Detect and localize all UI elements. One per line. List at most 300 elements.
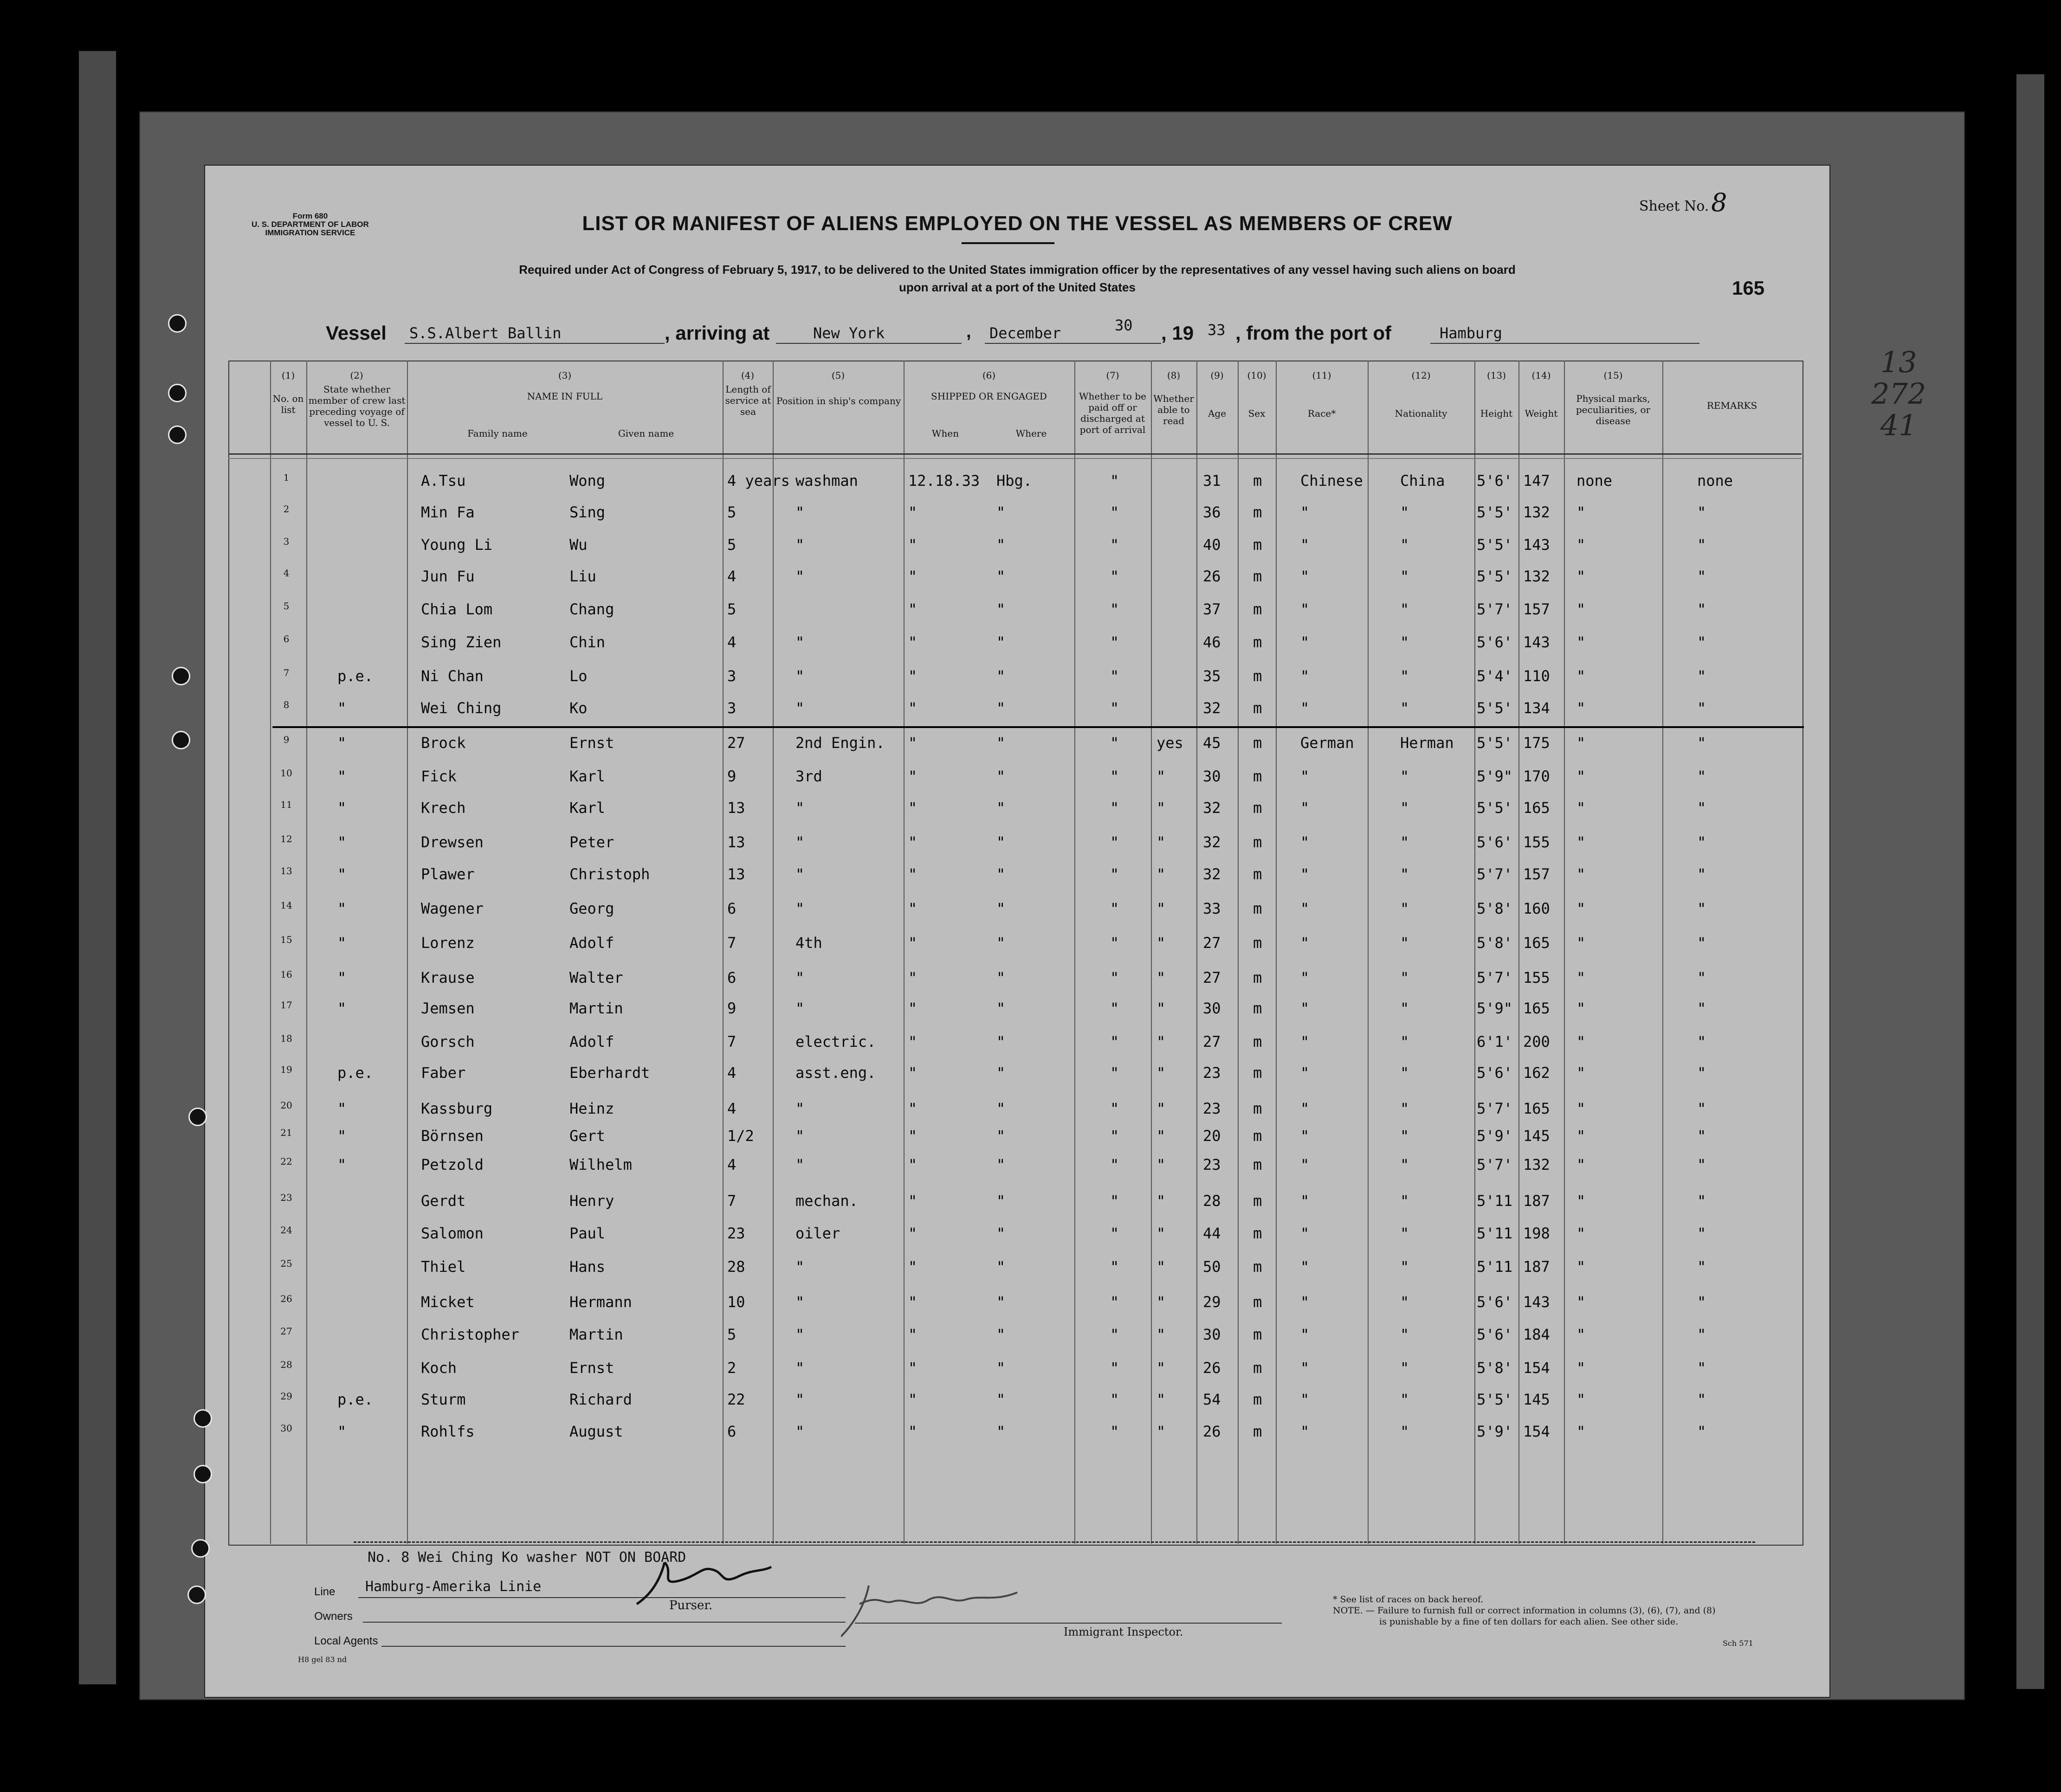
nationality-cell: " <box>1400 1423 1409 1440</box>
given-name-cell: Georg <box>569 900 614 917</box>
sex-cell: m <box>1253 1225 1262 1242</box>
shipped-when-cell: " <box>908 503 917 521</box>
weight-cell: 165 <box>1523 934 1550 952</box>
remarks-cell: " <box>1697 1156 1706 1173</box>
binder-hole <box>172 731 190 749</box>
binder-hole <box>172 667 190 685</box>
header-no-on-list: No. on list <box>272 393 304 415</box>
header-height: Height <box>1480 408 1513 419</box>
table-row <box>205 699 1829 734</box>
vessel-name: S.S.Albert Ballin <box>409 324 562 342</box>
nationality-cell: " <box>1400 1127 1409 1145</box>
remarks-cell: " <box>1697 734 1706 752</box>
family-name-cell: Börnsen <box>421 1127 484 1145</box>
weight-cell: 132 <box>1523 1156 1550 1173</box>
able-to-read-cell: " <box>1156 1100 1166 1117</box>
given-name-cell: Christoph <box>569 865 650 883</box>
row-number: 9 <box>283 734 290 745</box>
paid-off-cell: " <box>1110 1033 1119 1051</box>
row-number: 21 <box>280 1127 292 1138</box>
purser-signature <box>632 1553 781 1609</box>
sex-cell: m <box>1253 536 1262 554</box>
binder-hole <box>187 1586 206 1604</box>
paid-off-cell: " <box>1110 969 1119 986</box>
nationality-cell: " <box>1400 536 1409 554</box>
age-cell: 54 <box>1203 1391 1221 1408</box>
weight-cell: 165 <box>1523 1100 1550 1117</box>
able-to-read-cell: " <box>1156 1258 1166 1276</box>
position-cell: asst.eng. <box>795 1064 876 1082</box>
physical-marks-cell: " <box>1576 1192 1586 1210</box>
vessel-label: Vessel <box>326 322 387 344</box>
paid-off-cell: " <box>1110 1359 1119 1377</box>
form-number: Form 680 <box>292 212 328 220</box>
col-number: (4) <box>741 370 755 381</box>
age-cell: 36 <box>1203 503 1221 521</box>
paid-off-cell: " <box>1110 833 1119 851</box>
physical-marks-cell: " <box>1576 969 1586 986</box>
sex-cell: m <box>1253 1192 1262 1210</box>
height-cell: 5'5' <box>1477 734 1513 752</box>
shipped-when-cell: 12.18.33 <box>908 472 980 490</box>
shipped-when-cell: " <box>908 1192 917 1210</box>
row-number: 27 <box>280 1326 292 1337</box>
header-physical-marks: Physical marks, peculiarities, or disease <box>1576 393 1651 426</box>
sex-cell: m <box>1253 1033 1262 1051</box>
race-cell: " <box>1300 1225 1310 1242</box>
col-number: (11) <box>1312 370 1331 381</box>
shipped-where-cell: " <box>996 865 1006 883</box>
nationality-cell: " <box>1400 999 1409 1017</box>
age-cell: 27 <box>1203 934 1221 952</box>
length-of-service-cell: 10 <box>727 1293 745 1311</box>
physical-marks-cell: " <box>1576 1064 1586 1082</box>
age-cell: 26 <box>1203 1359 1221 1377</box>
family-name-cell: Rohlfs <box>421 1423 475 1440</box>
physical-marks-cell: " <box>1576 1258 1586 1276</box>
height-cell: 5'5' <box>1477 536 1513 554</box>
service-name: IMMIGRATION SERVICE <box>265 228 355 237</box>
length-of-service-cell: 23 <box>727 1225 745 1242</box>
row-number: 5 <box>283 600 290 612</box>
table-row <box>205 833 1829 868</box>
weight-cell: 165 <box>1523 799 1550 817</box>
shipped-where-cell: " <box>996 1293 1006 1311</box>
position-cell: " <box>795 1423 805 1440</box>
weight-cell: 157 <box>1523 600 1550 618</box>
able-to-read-cell: " <box>1156 1156 1166 1173</box>
binder-hole <box>194 1465 212 1483</box>
prev-voyage-cell: " <box>337 1156 347 1173</box>
page-title: LIST OR MANIFEST OF ALIENS EMPLOYED ON THE VESSEL AS MEMBERS OF CREW <box>582 212 1453 235</box>
position-cell: washman <box>795 472 858 490</box>
remarks-cell: " <box>1697 1293 1706 1311</box>
paid-off-cell: " <box>1110 667 1119 685</box>
shipped-when-cell: " <box>908 1033 917 1051</box>
physical-marks-cell: " <box>1576 1359 1586 1377</box>
given-name-cell: Adolf <box>569 934 614 952</box>
margin-note: 41 <box>1880 408 1917 442</box>
age-cell: 28 <box>1203 1192 1221 1210</box>
header-paid-off: Whether to be paid off or discharged at port of arrival <box>1079 391 1147 435</box>
family-name-cell: Petzold <box>421 1156 484 1173</box>
weight-cell: 175 <box>1523 734 1550 752</box>
binder-hole <box>188 1108 207 1126</box>
prev-voyage-cell: " <box>337 799 347 817</box>
paid-off-cell: " <box>1110 536 1119 554</box>
position-cell: " <box>795 536 805 554</box>
shipped-when-cell: " <box>908 1326 917 1343</box>
sex-cell: m <box>1253 699 1262 717</box>
age-cell: 23 <box>1203 1156 1221 1173</box>
length-of-service-cell: 4 <box>727 633 737 651</box>
remarks-cell: " <box>1697 1127 1706 1145</box>
physical-marks-cell: " <box>1576 1033 1586 1051</box>
able-to-read-cell: " <box>1156 1225 1166 1242</box>
row-number: 14 <box>280 900 292 911</box>
remarks-cell: " <box>1697 1100 1706 1117</box>
owners-label: Owners <box>314 1610 353 1623</box>
physical-marks-cell: " <box>1576 600 1586 618</box>
paid-off-cell: " <box>1110 1225 1119 1242</box>
row-number: 20 <box>280 1100 292 1111</box>
paid-off-cell: " <box>1110 1391 1119 1408</box>
race-cell: " <box>1300 1293 1310 1311</box>
race-cell: " <box>1300 833 1310 851</box>
prev-voyage-cell: p.e. <box>337 667 374 685</box>
prev-voyage-cell: " <box>337 1423 347 1440</box>
family-name-cell: Micket <box>421 1293 475 1311</box>
shipped-where-cell: " <box>996 734 1006 752</box>
family-name-cell: Gorsch <box>421 1033 475 1051</box>
race-cell: " <box>1300 969 1310 986</box>
length-of-service-cell: 9 <box>727 999 737 1017</box>
physical-marks-cell: " <box>1576 1293 1586 1311</box>
sex-cell: m <box>1253 865 1262 883</box>
nationality-cell: " <box>1400 1100 1409 1117</box>
shipped-where-cell: " <box>996 1127 1006 1145</box>
height-cell: 5'7' <box>1477 865 1513 883</box>
position-cell: " <box>795 1391 805 1408</box>
sex-cell: m <box>1253 667 1262 685</box>
prev-voyage-cell: p.e. <box>337 1391 374 1408</box>
physical-marks-cell: " <box>1576 734 1586 752</box>
nationality-cell: " <box>1400 1391 1409 1408</box>
line-label: Line <box>314 1586 336 1598</box>
age-cell: 32 <box>1203 699 1221 717</box>
prev-voyage-cell: " <box>337 734 347 752</box>
nationality-cell: " <box>1400 1326 1409 1343</box>
sex-cell: m <box>1253 1100 1262 1117</box>
race-cell: " <box>1300 1127 1310 1145</box>
weight-cell: 165 <box>1523 999 1550 1017</box>
sex-cell: m <box>1253 633 1262 651</box>
height-cell: 5'9" <box>1477 767 1513 785</box>
sex-cell: m <box>1253 799 1262 817</box>
note-line-2: is punishable by a fine of ten dollars for each alien. See other side. <box>1379 1617 1679 1627</box>
age-cell: 35 <box>1203 667 1221 685</box>
row-number: 8 <box>283 699 290 710</box>
sex-cell: m <box>1253 999 1262 1017</box>
length-of-service-cell: 3 <box>727 699 737 717</box>
table-row <box>205 1225 1829 1259</box>
weight-cell: 132 <box>1523 503 1550 521</box>
remarks-cell: none <box>1697 472 1733 490</box>
prev-voyage-cell: " <box>337 833 347 851</box>
col-number: (9) <box>1210 370 1224 381</box>
shipped-when-cell: " <box>908 934 917 952</box>
row-number: 23 <box>280 1192 292 1203</box>
height-cell: 5'8' <box>1477 900 1513 917</box>
position-cell: " <box>795 1100 805 1117</box>
paid-off-cell: " <box>1110 1423 1119 1440</box>
row-number: 18 <box>280 1033 292 1044</box>
sex-cell: m <box>1253 1423 1262 1440</box>
age-cell: 45 <box>1203 734 1221 752</box>
position-cell: " <box>795 667 805 685</box>
shipped-when-cell: " <box>908 767 917 785</box>
length-of-service-cell: 5 <box>727 536 737 554</box>
nationality-cell: " <box>1400 1293 1409 1311</box>
shipped-when-cell: " <box>908 667 917 685</box>
paid-off-cell: " <box>1110 900 1119 917</box>
nationality-cell: " <box>1400 1225 1409 1242</box>
family-name-cell: Sturm <box>421 1391 466 1408</box>
paid-off-cell: " <box>1110 1326 1119 1343</box>
note-line-1: NOTE. — Failure to furnish full or correct information in columns (3), (6), (7), and (8) <box>1333 1605 1716 1616</box>
shipped-where-cell: " <box>996 1359 1006 1377</box>
table-row <box>205 667 1829 702</box>
race-cell: " <box>1300 999 1310 1017</box>
race-cell: " <box>1300 699 1310 717</box>
race-cell: Chinese <box>1300 472 1363 490</box>
length-of-service-cell: 5 <box>727 1326 737 1343</box>
age-cell: 32 <box>1203 865 1221 883</box>
comma-sep: , <box>966 322 971 342</box>
family-name-cell: Gerdt <box>421 1192 466 1210</box>
race-cell: " <box>1300 667 1310 685</box>
family-name-cell: Drewsen <box>421 833 484 851</box>
row-number: 26 <box>280 1293 292 1304</box>
nationality-cell: " <box>1400 900 1409 917</box>
remarks-cell: " <box>1697 1326 1706 1343</box>
line-value: Hamburg-Amerika Linie <box>365 1579 542 1595</box>
sex-cell: m <box>1253 1127 1262 1145</box>
given-name-cell: Ernst <box>569 734 614 752</box>
age-cell: 37 <box>1203 600 1221 618</box>
position-cell: 2nd Engin. <box>795 734 885 752</box>
table-row <box>205 865 1829 900</box>
subtitle-line-2: upon arrival at a port of the United States <box>899 280 1136 294</box>
remarks-cell: " <box>1697 1064 1706 1082</box>
nationality-cell: " <box>1400 667 1409 685</box>
shipped-where-cell: " <box>996 799 1006 817</box>
col-number: (2) <box>350 370 363 381</box>
given-name-cell: Ernst <box>569 1359 614 1377</box>
shipped-where-cell: " <box>996 536 1006 554</box>
given-name-cell: Hans <box>569 1258 606 1276</box>
shipped-where-cell: " <box>996 1100 1006 1117</box>
row-number: 10 <box>280 767 292 779</box>
inspector-label: Immigrant Inspector. <box>1064 1625 1183 1638</box>
table-row <box>205 600 1829 635</box>
age-cell: 27 <box>1203 1033 1221 1051</box>
paid-off-cell: " <box>1110 1127 1119 1145</box>
header-rule-2 <box>228 458 1802 459</box>
weight-cell: 145 <box>1523 1391 1550 1408</box>
paid-off-cell: " <box>1110 767 1119 785</box>
remarks-cell: " <box>1697 1423 1706 1440</box>
from-port: Hamburg <box>1440 324 1502 342</box>
age-cell: 30 <box>1203 999 1221 1017</box>
row-number: 28 <box>280 1359 292 1370</box>
family-name-cell: Jun Fu <box>421 567 475 585</box>
row-number: 22 <box>280 1156 292 1167</box>
remarks-cell: " <box>1697 969 1706 986</box>
sex-cell: m <box>1253 734 1262 752</box>
col-number: (12) <box>1411 370 1431 381</box>
family-name-cell: Young Li <box>421 536 493 554</box>
remarks-cell: " <box>1697 833 1706 851</box>
col-number: (14) <box>1531 370 1551 381</box>
height-cell: 5'6' <box>1477 833 1513 851</box>
prev-voyage-cell: " <box>337 1127 347 1145</box>
given-name-cell: Wong <box>569 472 606 490</box>
race-cell: " <box>1300 1064 1310 1082</box>
row-number: 29 <box>280 1391 292 1402</box>
row-number: 7 <box>283 667 290 678</box>
length-of-service-cell: 27 <box>727 734 745 752</box>
given-name-cell: Karl <box>569 799 606 817</box>
shipped-when-cell: " <box>908 833 917 851</box>
remarks-cell: " <box>1697 699 1706 717</box>
owners-underline <box>363 1622 846 1623</box>
nationality-cell: " <box>1400 1359 1409 1377</box>
height-cell: 5'9' <box>1477 1423 1513 1440</box>
family-name-cell: Fick <box>421 767 457 785</box>
table-row <box>205 1423 1829 1457</box>
age-cell: 26 <box>1203 1423 1221 1440</box>
paid-off-cell: " <box>1110 1100 1119 1117</box>
sex-cell: m <box>1253 969 1262 986</box>
given-name-cell: Peter <box>569 833 614 851</box>
height-cell: 5'5' <box>1477 699 1513 717</box>
height-cell: 5'5' <box>1477 503 1513 521</box>
position-cell: " <box>795 1326 805 1343</box>
given-name-cell: Martin <box>569 1326 623 1343</box>
position-cell: " <box>795 567 805 585</box>
header-sex: Sex <box>1248 408 1266 419</box>
height-cell: 5'6' <box>1477 1064 1513 1082</box>
header-remarks: REMARKS <box>1706 400 1757 411</box>
races-note: * See list of races on back hereof. <box>1333 1594 1484 1605</box>
able-to-read-cell: " <box>1156 1033 1166 1051</box>
header-nationality: Nationality <box>1395 408 1447 419</box>
shipped-when-cell: " <box>908 1359 917 1377</box>
remarks-cell: " <box>1697 1192 1706 1210</box>
weight-cell: 155 <box>1523 969 1550 986</box>
race-cell: " <box>1300 1033 1310 1051</box>
able-to-read-cell: " <box>1156 833 1166 851</box>
nationality-cell: Herman <box>1400 734 1454 752</box>
family-name-cell: Brock <box>421 734 466 752</box>
nationality-cell: " <box>1400 1192 1409 1210</box>
family-name-cell: Kassburg <box>421 1100 493 1117</box>
physical-marks-cell: " <box>1576 1326 1586 1343</box>
given-name-cell: Sing <box>569 503 606 521</box>
position-cell: " <box>795 900 805 917</box>
header-rule <box>228 453 1802 455</box>
col-number: (5) <box>831 370 845 381</box>
age-cell: 40 <box>1203 536 1221 554</box>
physical-marks-cell: none <box>1576 472 1613 490</box>
remarks-cell: " <box>1697 600 1706 618</box>
col-number: (8) <box>1167 370 1181 381</box>
nationality-cell: " <box>1400 865 1409 883</box>
shipped-when-cell: " <box>908 1423 917 1440</box>
table-row <box>205 1033 1829 1067</box>
table-row <box>205 934 1829 968</box>
length-of-service-cell: 9 <box>727 767 737 785</box>
weight-cell: 143 <box>1523 536 1550 554</box>
physical-marks-cell: " <box>1576 865 1586 883</box>
sheet-no-value: 8 <box>1711 188 1727 217</box>
able-to-read-cell: " <box>1156 934 1166 952</box>
height-cell: 5'11 <box>1477 1225 1513 1242</box>
family-name-cell: Plawer <box>421 865 475 883</box>
family-name-cell: Christopher <box>421 1326 519 1343</box>
prev-voyage-cell: p.e. <box>337 1064 374 1082</box>
able-to-read-cell: " <box>1156 1293 1166 1311</box>
margin-note: 13 <box>1880 345 1917 379</box>
table-row <box>205 1064 1829 1098</box>
weight-cell: 154 <box>1523 1423 1550 1440</box>
family-name-cell: Salomon <box>421 1225 484 1242</box>
shipped-when-cell: " <box>908 969 917 986</box>
height-cell: 5'11 <box>1477 1192 1513 1210</box>
length-of-service-cell: 13 <box>727 865 745 883</box>
physical-marks-cell: " <box>1576 699 1586 717</box>
department-name: U. S. DEPARTMENT OF LABOR <box>252 220 369 229</box>
weight-cell: 134 <box>1523 699 1550 717</box>
remarks-cell: " <box>1697 1359 1706 1377</box>
table-row <box>205 900 1829 934</box>
shipped-when-cell: " <box>908 1100 917 1117</box>
table-row <box>205 799 1829 833</box>
sex-cell: m <box>1253 1391 1262 1408</box>
race-cell: " <box>1300 1100 1310 1117</box>
binder-hole <box>191 1539 210 1558</box>
given-name-cell: Paul <box>569 1225 606 1242</box>
header-name-in-full: NAME IN FULL <box>527 391 603 402</box>
table-row <box>205 1326 1829 1360</box>
race-cell: " <box>1300 600 1310 618</box>
shipped-where-cell: " <box>996 1033 1006 1051</box>
table-row <box>205 1156 1829 1190</box>
header-state-member: State whether member of crew last preceding voyage of vessel to U. S. <box>308 384 406 428</box>
header-given-name: Given name <box>618 428 674 439</box>
given-name-cell: August <box>569 1423 623 1440</box>
shipped-where-cell: " <box>996 503 1006 521</box>
shipped-where-cell: " <box>996 699 1006 717</box>
weight-cell: 187 <box>1523 1258 1550 1276</box>
shipped-when-cell: " <box>908 1391 917 1408</box>
physical-marks-cell: " <box>1576 1423 1586 1440</box>
race-cell: " <box>1300 767 1310 785</box>
binder-hole <box>168 384 187 402</box>
shipped-where-cell: Hbg. <box>996 472 1033 490</box>
shipped-where-cell: " <box>996 1391 1006 1408</box>
